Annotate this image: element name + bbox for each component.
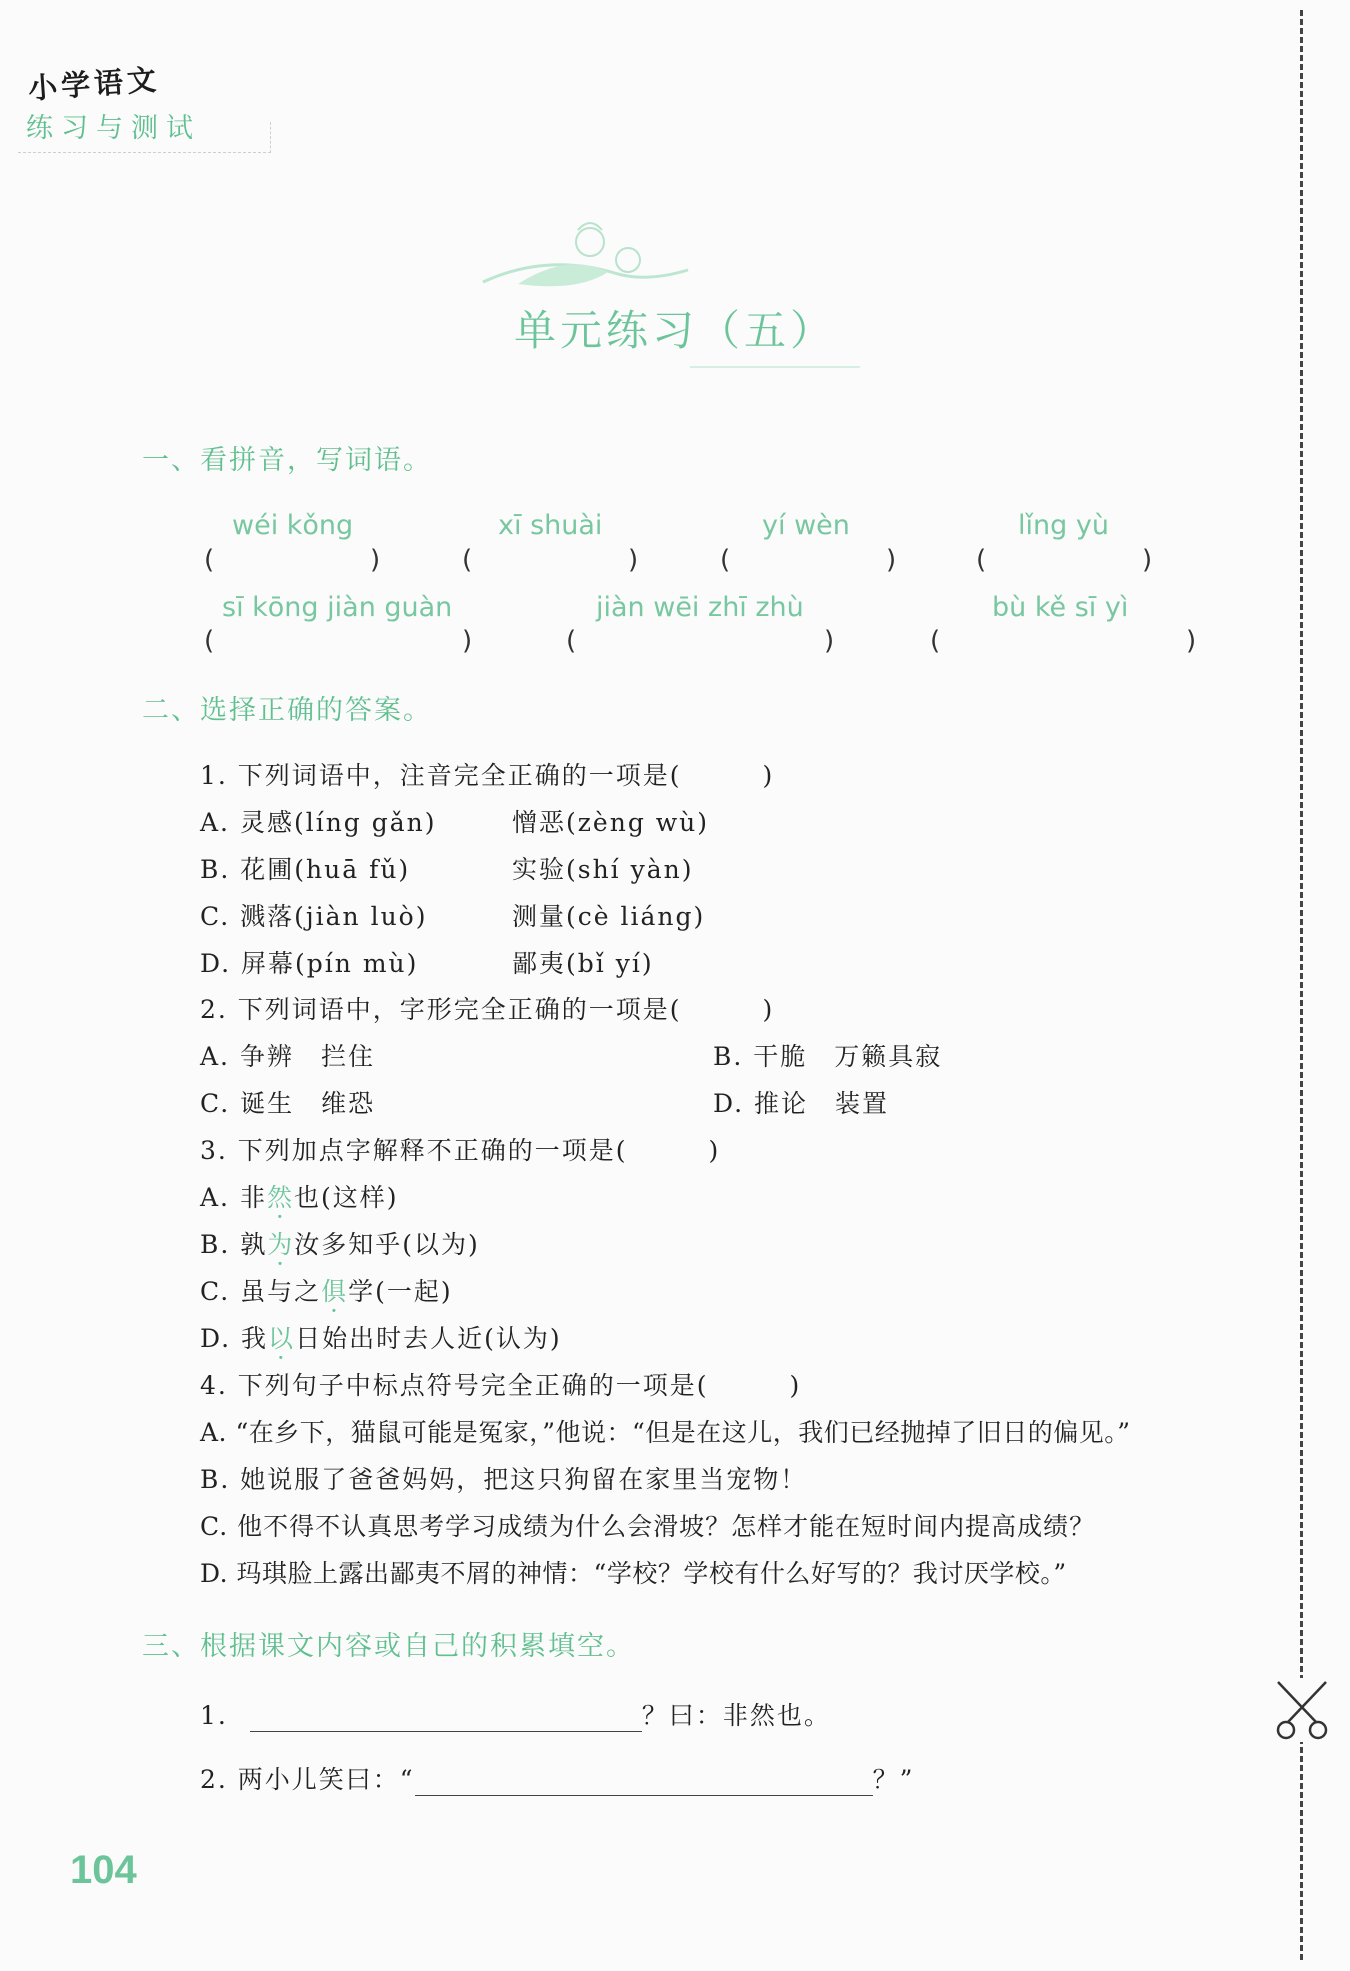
question-3-stem: 3. 下列加点字解释不正确的一项是( ) [200,1136,721,1165]
answer-paren-close: ) [1142,545,1153,575]
fill-item-2 [200,1760,914,1796]
option-a-2: 憎恶(zèng wù) [512,808,710,837]
emphasis-char: 俱 [321,1277,349,1306]
item-tail: ？曰：非然也。 [641,1701,831,1730]
answer-blank[interactable] [250,1705,642,1732]
option-a [200,1178,398,1214]
option-a: A. “在乡下，猫鼠可能是冤家，”他说：“但是在这儿，我们已经抛掉了旧日的偏见。” [200,1418,1131,1447]
title-decoration-icon [478,212,698,306]
option-c: C. 他不得不认真思考学习成绩为什么会滑坡？怎样才能在短时间内提高成绩？ [200,1512,1096,1541]
option-text: D. 我 [200,1324,269,1353]
option-c-1: C. 溅落(jiàn luò) [200,902,428,931]
option-a: A. 争辨 拦住 [200,1042,375,1071]
question-2-stem: 2. 下列词语中，字形完全正确的一项是( ) [200,995,775,1024]
option-text: A. 非 [200,1183,267,1212]
pinyin-item: wéi kǒng [232,510,354,541]
emphasis-char: 然 [266,1183,294,1212]
option-c: C. 诞生 维恐 [200,1089,376,1118]
pinyin-item: lǐng yù [1018,510,1109,541]
section-2-heading: 二、选择正确的答案。 [142,695,432,726]
book-subtitle: 练习与测试 [26,113,201,144]
option-text: B. 孰 [200,1230,268,1259]
emphasis-char: 为 [267,1230,295,1259]
section-3-heading: 三、根据课文内容或自己的积累填空。 [142,1631,635,1662]
option-d-2: 鄙夷(bǐ yí) [512,949,654,978]
option-d: D. 玛琪脸上露出鄙夷不屑的神情：“学校？学校有什么好写的？我讨厌学校。” [200,1559,1067,1588]
page-number: 104 [70,1848,137,1892]
answer-paren-open: ( [930,626,941,656]
option-text: 学(一起) [348,1277,453,1306]
question-1-stem: 1. 下列词语中，注音完全正确的一项是( ) [200,761,775,790]
fill-item-1 [200,1696,831,1732]
option-b [200,1225,480,1261]
header-frame [18,122,271,153]
pinyin-item: sī kōng jiàn guàn [222,592,453,623]
option-d [200,1319,562,1355]
answer-paren-open: ( [204,545,215,575]
pinyin-item: xī shuài [498,510,603,541]
answer-paren-close: ) [824,626,835,656]
option-d-1: D. 屏幕(pín mù) [200,949,419,978]
answer-paren-open: ( [204,626,215,656]
emphasis-char: 以 [268,1324,296,1353]
unit-title [0,298,1350,358]
unit-title-number: （五） [698,306,837,355]
option-b-1: B. 花圃(huā fǔ) [200,855,411,884]
answer-paren-close: ) [370,545,381,575]
answer-paren-close: ) [886,545,897,575]
option-text: C. 虽与之 [200,1277,322,1306]
option-b: B. 干脆 万籁具寂 [713,1042,943,1071]
item-head: 2. 两小儿笑曰：“ [200,1765,415,1794]
item-number: 1. [200,1701,228,1730]
pinyin-item: yí wèn [762,510,850,541]
answer-paren-open: ( [462,545,473,575]
option-text: 也(这样) [293,1183,399,1212]
answer-paren-close: ) [628,545,639,575]
unit-title-main: 单元练习 [513,306,698,355]
answer-paren-open: ( [976,545,987,575]
pinyin-item: bù kě sī yì [992,592,1129,623]
scissors-icon [1272,1678,1332,1742]
option-a-1: A. 灵感(líng gǎn) [200,808,437,837]
book-title: 小学语文 [27,62,162,106]
option-text: 汝多知乎(以为) [294,1230,480,1259]
answer-paren-close: ) [1186,626,1197,656]
option-b: B. 她说服了爸爸妈妈，把这只狗留在家里当宠物！ [200,1465,808,1494]
pinyin-item: jiàn wēi zhī zhù [596,592,804,623]
title-underline [690,366,860,368]
section-1-heading: 一、看拼音，写词语。 [142,445,432,476]
option-text: 日始出时去人近(认为) [295,1324,562,1353]
answer-paren-open: ( [720,545,731,575]
question-4-stem: 4. 下列句子中标点符号完全正确的一项是( ) [200,1371,802,1400]
option-d: D. 推论 装置 [713,1089,890,1118]
item-tail: ？” [872,1765,915,1794]
answer-paren-open: ( [566,626,577,656]
option-c [200,1272,453,1308]
answer-blank[interactable] [415,1769,873,1796]
answer-paren-close: ) [462,626,473,656]
option-c-2: 测量(cè liáng) [512,902,706,931]
option-b-2: 实验(shí yàn) [512,855,694,884]
